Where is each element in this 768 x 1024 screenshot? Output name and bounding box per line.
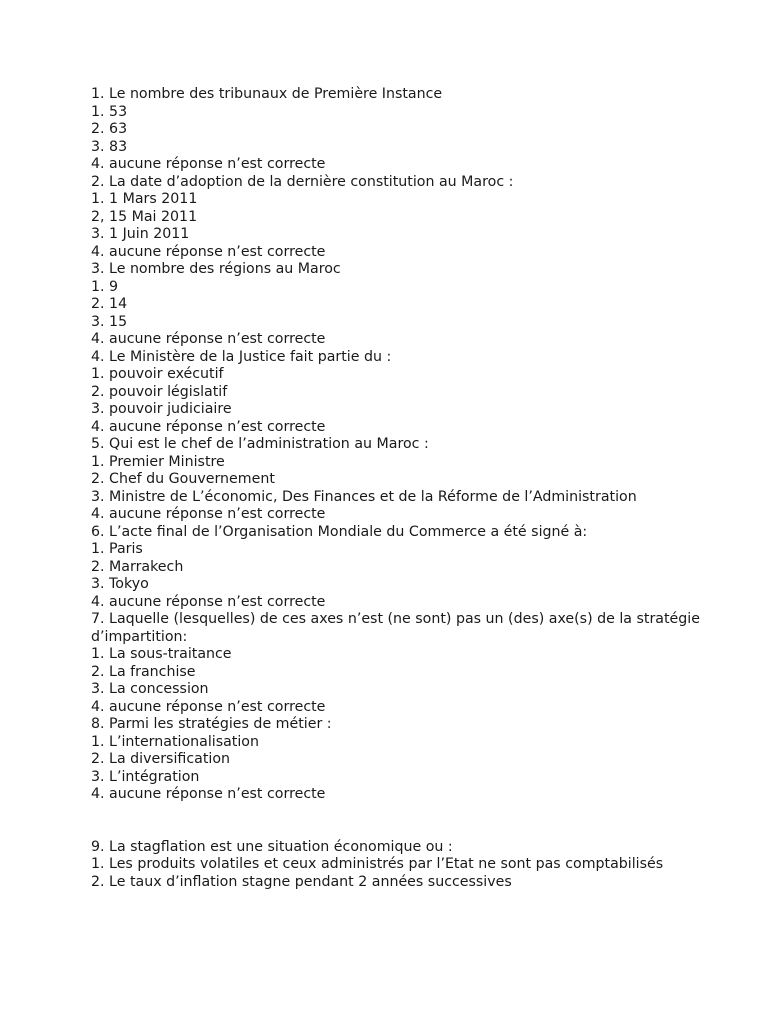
question-3-title: 3. Le nombre des régions au Maroc xyxy=(91,261,341,277)
question-5-option-4: 4. aucune réponse n’est correcte xyxy=(91,506,326,522)
question-9-option-2: 2. Le taux d’inflation stagne pendant 2 années successives xyxy=(91,873,512,890)
question-5-option-1: 1. Premier Ministre xyxy=(91,453,225,470)
question-7-title-continued: d’impartition: xyxy=(91,628,188,645)
question-3-option-3: 3. 15 xyxy=(91,313,128,330)
document-text xyxy=(91,86,700,891)
question-7-title: 7. Laquelle (lesquelles) de ces axes n’est (ne sont) pas un (des) axe(s) de la stratégie xyxy=(91,611,700,627)
question-6-title: 6. L’acte final de l’Organisation Mondiale du Commerce a été signé à: xyxy=(91,523,588,540)
question-7-option-2: 2. La franchise xyxy=(91,663,196,680)
question-3-option-4: 4. aucune réponse n’est correcte xyxy=(91,331,326,347)
question-7-option-3: 3. La concession xyxy=(91,681,209,697)
question-6-option-3: 3. Tokyo xyxy=(91,576,149,592)
question-1-option-2: 2. 63 xyxy=(91,121,128,137)
question-4-option-4: 4. aucune réponse n’est correcte xyxy=(91,418,326,435)
question-4-option-3: 3. pouvoir judiciaire xyxy=(91,401,232,417)
question-6-option-1: 1. Paris xyxy=(91,541,143,557)
question-4-option-1: 1. pouvoir exécutif xyxy=(91,366,224,382)
question-2-title: 2. La date d’adoption de la dernière constitution au Maroc : xyxy=(91,173,514,190)
question-2-option-1: 1. 1 Mars 2011 xyxy=(91,191,198,207)
question-2-option-3: 3. 1 Juin 2011 xyxy=(91,226,190,242)
paragraph-gap xyxy=(91,804,681,839)
question-1-option-3: 3. 83 xyxy=(91,138,128,155)
question-8-option-4: 4. aucune réponse n’est correcte xyxy=(91,786,326,802)
question-6-option-2: 2. Marrakech xyxy=(91,558,184,575)
question-8-title: 8. Parmi les stratégies de métier : xyxy=(91,716,332,732)
question-1-option-4: 4. aucune réponse n’est correcte xyxy=(91,156,326,172)
question-8-option-3: 3. L’intégration xyxy=(91,768,200,785)
question-3-option-2: 2. 14 xyxy=(91,296,128,312)
question-3-option-1: 1. 9 xyxy=(91,278,119,295)
question-4-title: 4. Le Ministère de la Justice fait partie du : xyxy=(91,348,392,365)
question-6-option-4: 4. aucune réponse n’est correcte xyxy=(91,593,326,610)
question-5-option-2: 2. Chef du Gouvernement xyxy=(91,471,275,487)
question-5-title: 5. Qui est le chef de l’administration au Maroc : xyxy=(91,436,429,452)
question-9-title: 9. La stagflation est une situation économique ou : xyxy=(91,838,453,855)
question-9-option-1: 1. Les produits volatiles et ceux administrés par l’Etat ne sont pas comptabilisés xyxy=(91,856,664,872)
question-8-option-1: 1. L’internationalisation xyxy=(91,733,259,750)
question-7-option-1: 1. La sous-traitance xyxy=(91,646,232,662)
question-4-option-2: 2. pouvoir législatif xyxy=(91,383,228,400)
question-8-option-2: 2. La diversification xyxy=(91,751,231,767)
question-5-option-3: 3. Ministre de L’économic, Des Finances et de la Réforme de l’Administration xyxy=(91,488,637,505)
question-1-title: 1. Le nombre des tribunaux de Première Instance xyxy=(91,86,443,102)
question-2-option-2: 2, 15 Mai 2011 xyxy=(91,208,198,225)
question-2-option-4: 4. aucune réponse n’est correcte xyxy=(91,243,326,260)
question-1-option-1: 1. 53 xyxy=(91,103,128,120)
question-7-option-4: 4. aucune réponse n’est correcte xyxy=(91,698,326,715)
